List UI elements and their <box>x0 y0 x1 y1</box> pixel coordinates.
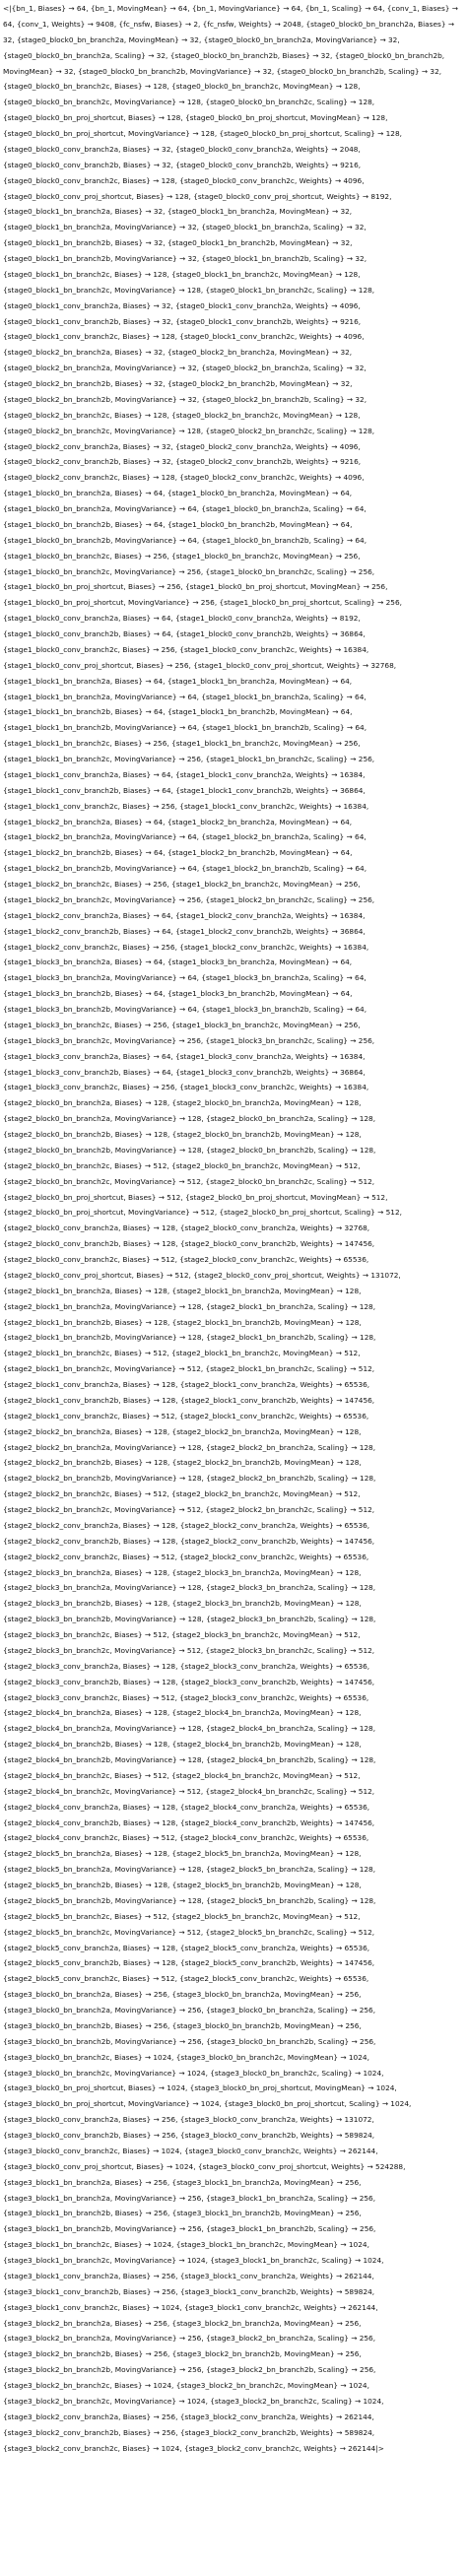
association-output-text: <|{bn_1, Biases} → 64, {bn_1, MovingMean} → 64, {bn_1, MovingVariance} → 64, {bn_1, Scaling} → 64, {conv_1, Biases} → 64, {conv_1, Weights} → 9408, {fc_nsfw, Biases} → 2, {fc_nsfw, Weights} → 2048, {stage0_block0_bn_branch2a, Biases} → 32, {stage0_block0_bn_branch2a, MovingMean} → 32, {stage0_block0_bn_branch2a, MovingVariance} → 32, {stage0_block0_bn_branch2a, Scaling} → 32, {stage0_block0_bn_branch2b, Biases} → 32, {stage0_block0_bn_branch2b, MovingMean} → 32, {stage0_block0_bn_branch2b, MovingVariance} → 32, {stage0_block0_bn_branch2b, Scaling} → 32, {stage0_block0_bn_branch2c, Biases} → 128, {stage0_block0_bn_branch2c, MovingMean} → 128, {stage0_block0_bn_branch2c, MovingVariance} → 128, {stage0_block0_bn_branch2c, Scaling} → 128, {stage0_block0_bn_proj_shortcut, Biases} → 128, {stage0_block0_bn_proj_shortcut, MovingMean} → 128, {stage0_block0_bn_proj_shortcut, MovingVariance} → 128, {stage0_block0_bn_proj_shortcut, Scaling} → 128, {stage0_block0_conv_branch2a, Biases} → 32, {stage0_block0_conv_branch2a, Weights} → 2048, {stage0_block0_conv_branch2b, Biases} → 32, {stage0_block0_conv_branch2b, Weights} → 9216, {stage0_block0_conv_branch2c, Biases} → 128, {stage0_block0_conv_branch2c, Weights} → 4096, {stage0_block0_conv_proj_shortcut, Biases} → 128, {stage0_block0_conv_proj_shortcut, Weights} → 8192, {stage0_block1_bn_branch2a, Biases} → 32, {stage0_block1_bn_branch2a, MovingMean} → 32, {stage0_block1_bn_branch2a, MovingVariance} → 32, {stage0_block1_bn_branch2a, Scaling} → 32, {stage0_block1_bn_branch2b, Biases} → 32, {stage0_block1_bn_branch2b, MovingMean} → 32, {stage0_block1_bn_branch2b, MovingVariance} → 32, {stage0_block1_bn_branch2b, Scaling} → 32, {stage0_block1_bn_branch2c, Biases} → 128, {stage0_block1_bn_branch2c, MovingMean} → 128, {stage0_block1_bn_branch2c, MovingVariance} → 128, {stage0_block1_bn_branch2c, Scaling} → 128, {stage0_block1_conv_branch2a, Biases} → 32, {stage0_block1_conv_branch2a, Weights} → 4096, {stage0_block1_conv_branch2b, Biases} → 32, {stage0_block1_conv_branch2b, Weights} → 9216, {stage0_block1_conv_branch2c, Biases} → 128, {stage0_block1_conv_branch2c, Weights} → 4096, {stage0_block2_bn_branch2a, Biases} → 32, {stage0_block2_bn_branch2a, MovingMean} → 32, {stage0_block2_bn_branch2a, MovingVariance} → 32, {stage0_block2_bn_branch2a, Scaling} → 32, {stage0_block2_bn_branch2b, Biases} → 32, {stage0_block2_bn_branch2b, MovingMean} → 32, {stage0_block2_bn_branch2b, MovingVariance} → 32, {stage0_block2_bn_branch2b, Scaling} → 32, {stage0_block2_bn_branch2c, Biases} → 128, {stage0_block2_bn_branch2c, MovingMean} → 128, {stage0_block2_bn_branch2c, MovingVariance} → 128, {stage0_block2_bn_branch2c, Scaling} → 128, {stage0_block2_conv_branch2a, Biases} → 32, {stage0_block2_conv_branch2a, Weights} → 4096, {stage0_block2_conv_branch2b, Biases} → 32, {stage0_block2_conv_branch2b, Weights} → 9216, {stage0_block2_conv_branch2c, Biases} → 128, {stage0_block2_conv_branch2c, Weights} → 4096, {stage1_block0_bn_branch2a, Biases} → 64, {stage1_block0_bn_branch2a, MovingMean} → 64, {stage1_block0_bn_branch2a, MovingVariance} → 64, {stage1_block0_bn_branch2a, Scaling} → 64, {stage1_block0_bn_branch2b, Biases} → 64, {stage1_block0_bn_branch2b, MovingMean} → 64, {stage1_block0_bn_branch2b, MovingVariance} → 64, {stage1_block0_bn_branch2b, Scaling} → 64, {stage1_block0_bn_branch2c, Biases} → 256, {stage1_block0_bn_branch2c, MovingMean} → 256, {stage1_block0_bn_branch2c, MovingVariance} → 256, {stage1_block0_bn_branch2c, Scaling} → 256, {stage1_block0_bn_proj_shortcut, Biases} → 256, {stage1_block0_bn_proj_shortcut, MovingMean} → 256, {stage1_block0_bn_proj_shortcut, MovingVariance} → 256, {stage1_block0_bn_proj_shortcut, Scaling} → 256, {stage1_block0_conv_branch2a, Biases} → 64, {stage1_block0_conv_branch2a, Weights} → 8192, {stage1_block0_conv_branch2b, Biases} → 64, {stage1_block0_conv_branch2b, Weights} → 36864, {stage1_block0_conv_branch2c, Biases} → 256, {stage1_block0_conv_branch2c, Weights} → 16384, {stage1_block0_conv_proj_shortcut, Biases} → 256, {stage1_block0_conv_proj_shortcut, Weights} → 32768, {stage1_block1_bn_branch2a, Biases} → 64, {stage1_block1_bn_branch2a, MovingMean} → 64, {stage1_block1_bn_branch2a, MovingVariance} → 64, {stage1_block1_bn_branch2a, Scaling} → 64, {stage1_block1_bn_branch2b, Biases} → 64, {stage1_block1_bn_branch2b, MovingMean} → 64, {stage1_block1_bn_branch2b, MovingVariance} → 64, {stage1_block1_bn_branch2b, Scaling} → 64, {stage1_block1_bn_branch2c, Biases} → 256, {stage1_block1_bn_branch2c, MovingMean} → 256, {stage1_block1_bn_branch2c, MovingVariance} → 256, {stage1_block1_bn_branch2c, Scaling} → 256, {stage1_block1_conv_branch2a, Biases} → 64, {stage1_block1_conv_branch2a, Weights} → 16384, {stage1_block1_conv_branch2b, Biases} → 64, {stage1_block1_conv_branch2b, Weights} → 36864, {stage1_block1_conv_branch2c, Biases} → 256, {stage1_block1_conv_branch2c, Weights} → 16384, {stage1_block2_bn_branch2a, Biases} → 64, {stage1_block2_bn_branch2a, MovingMean} → 64, {stage1_block2_bn_branch2a, MovingVariance} → 64, {stage1_block2_bn_branch2a, Scaling} → 64, {stage1_block2_bn_branch2b, Biases} → 64, {stage1_block2_bn_branch2b, MovingMean} → 64, {stage1_block2_bn_branch2b, MovingVariance} → 64, {stage1_block2_bn_branch2b, Scaling} → 64, {stage1_block2_bn_branch2c, Biases} → 256, {stage1_block2_bn_branch2c, MovingMean} → 256, {stage1_block2_bn_branch2c, MovingVariance} → 256, {stage1_block2_bn_branch2c, Scaling} → 256, {stage1_block2_conv_branch2a, Biases} → 64, {stage1_block2_conv_branch2a, Weights} → 16384, {stage1_block2_conv_branch2b, Biases} → 64, {stage1_block2_conv_branch2b, Weights} → 36864, {stage1_block2_conv_branch2c, Biases} → 256, {stage1_block2_conv_branch2c, Weights} → 16384, {stage1_block3_bn_branch2a, Biases} → 64, {stage1_block3_bn_branch2a, MovingMean} → 64, {stage1_block3_bn_branch2a, MovingVariance} → 64, {stage1_block3_bn_branch2a, Scaling} → 64, {stage1_block3_bn_branch2b, Biases} → 64, {stage1_block3_bn_branch2b, MovingMean} → 64, {stage1_block3_bn_branch2b, MovingVariance} → 64, {stage1_block3_bn_branch2b, Scaling} → 64, {stage1_block3_bn_branch2c, Biases} → 256, {stage1_block3_bn_branch2c, MovingMean} → 256, {stage1_block3_bn_branch2c, MovingVariance} → 256, {stage1_block3_bn_branch2c, Scaling} → 256, {stage1_block3_conv_branch2a, Biases} → 64, {stage1_block3_conv_branch2a, Weights} → 16384, {stage1_block3_conv_branch2b, Biases} → 64, {stage1_block3_conv_branch2b, Weights} → 36864, {stage1_block3_conv_branch2c, Biases} → 256, {stage1_block3_conv_branch2c, Weights} → 16384, {stage2_block0_bn_branch2a, Biases} → 128, {stage2_block0_bn_branch2a, MovingMean} → 128, {stage2_block0_bn_branch2a, MovingVariance} → 128, {stage2_block0_bn_branch2a, Scaling} → 128, {stage2_block0_bn_branch2b, Biases} → 128, {stage2_block0_bn_branch2b, MovingMean} → 128, {stage2_block0_bn_branch2b, MovingVariance} → 128, {stage2_block0_bn_branch2b, Scaling} → 128, {stage2_block0_bn_branch2c, Biases} → 512, {stage2_block0_bn_branch2c, MovingMean} → 512, {stage2_block0_bn_branch2c, MovingVariance} → 512, {stage2_block0_bn_branch2c, Scaling} → 512, {stage2_block0_bn_proj_shortcut, Biases} → 512, {stage2_block0_bn_proj_shortcut, MovingMean} → 512, {stage2_block0_bn_proj_shortcut, MovingVariance} → 512, {stage2_block0_bn_proj_shortcut, Scaling} → 512, {stage2_block0_conv_branch2a, Biases} → 128, {stage2_block0_conv_branch2a, Weights} → 32768, {stage2_block0_conv_branch2b, Biases} → 128, {stage2_block0_conv_branch2b, Weights} → 147456, {stage2_block0_conv_branch2c, Biases} → 512, {stage2_block0_conv_branch2c, Weights} → 65536, {stage2_block0_conv_proj_shortcut, Biases} → 512, {stage2_block0_conv_proj_shortcut, Weights} → 131072, {stage2_block1_bn_branch2a, Biases} → 128, {stage2_block1_bn_branch2a, MovingMean} → 128, {stage2_block1_bn_branch2a, MovingVariance} → 128, {stage2_block1_bn_branch2a, Scaling} → 128, {stage2_block1_bn_branch2b, Biases} → 128, {stage2_block1_bn_branch2b, MovingMean} → 128, {stage2_block1_bn_branch2b, MovingVariance} → 128, {stage2_block1_bn_branch2b, Scaling} → 128, {stage2_block1_bn_branch2c, Biases} → 512, {stage2_block1_bn_branch2c, MovingMean} → 512, {stage2_block1_bn_branch2c, MovingVariance} → 512, {stage2_block1_bn_branch2c, Scaling} → 512, {stage2_block1_conv_branch2a, Biases} → 128, {stage2_block1_conv_branch2a, Weights} → 65536, {stage2_block1_conv_branch2b, Biases} → 128, {stage2_block1_conv_branch2b, Weights} → 147456, {stage2_block1_conv_branch2c, Biases} → 512, {stage2_block1_conv_branch2c, Weights} → 65536, {stage2_block2_bn_branch2a, Biases} → 128, {stage2_block2_bn_branch2a, MovingMean} → 128, {stage2_block2_bn_branch2a, MovingVariance} → 128, {stage2_block2_bn_branch2a, Scaling} → 128, {stage2_block2_bn_branch2b, Biases} → 128, {stage2_block2_bn_branch2b, MovingMean} → 128, {stage2_block2_bn_branch2b, MovingVariance} → 128, {stage2_block2_bn_branch2b, Scaling} → 128, {stage2_block2_bn_branch2c, Biases} → 512, {stage2_block2_bn_branch2c, MovingMean} → 512, {stage2_block2_bn_branch2c, MovingVariance} → 512, {stage2_block2_bn_branch2c, Scaling} → 512, {stage2_block2_conv_branch2a, Biases} → 128, {stage2_block2_conv_branch2a, Weights} → 65536, {stage2_block2_conv_branch2b, Biases} → 128, {stage2_block2_conv_branch2b, Weights} → 147456, {stage2_block2_conv_branch2c, Biases} → 512, {stage2_block2_conv_branch2c, Weights} → 65536, {stage2_block3_bn_branch2a, Biases} → 128, {stage2_block3_bn_branch2a, MovingMean} → 128, {stage2_block3_bn_branch2a, MovingVariance} → 128, {stage2_block3_bn_branch2a, Scaling} → 128, {stage2_block3_bn_branch2b, Biases} → 128, {stage2_block3_bn_branch2b, MovingMean} → 128, {stage2_block3_bn_branch2b, MovingVariance} → 128, {stage2_block3_bn_branch2b, Scaling} → 128, {stage2_block3_bn_branch2c, Biases} → 512, {stage2_block3_bn_branch2c, MovingMean} → 512, {stage2_block3_bn_branch2c, MovingVariance} → 512, {stage2_block3_bn_branch2c, Scaling} → 512, {stage2_block3_conv_branch2a, Biases} → 128, {stage2_block3_conv_branch2a, Weights} → 65536, {stage2_block3_conv_branch2b, Biases} → 128, {stage2_block3_conv_branch2b, Weights} → 147456, {stage2_block3_conv_branch2c, Biases} → 512, {stage2_block3_conv_branch2c, Weights} → 65536, {stage2_block4_bn_branch2a, Biases} → 128, {stage2_block4_bn_branch2a, MovingMean} → 128, {stage2_block4_bn_branch2a, MovingVariance} → 128, {stage2_block4_bn_branch2a, Scaling} → 128, {stage2_block4_bn_branch2b, Biases} → 128, {stage2_block4_bn_branch2b, MovingMean} → 128, {stage2_block4_bn_branch2b, MovingVariance} → 128, {stage2_block4_bn_branch2b, Scaling} → 128, {stage2_block4_bn_branch2c, Biases} → 512, {stage2_block4_bn_branch2c, MovingMean} → 512, {stage2_block4_bn_branch2c, MovingVariance} → 512, {stage2_block4_bn_branch2c, Scaling} → 512, {stage2_block4_conv_branch2a, Biases} → 128, {stage2_block4_conv_branch2a, Weights} → 65536, {stage2_block4_conv_branch2b, Biases} → 128, {stage2_block4_conv_branch2b, Weights} → 147456, {stage2_block4_conv_branch2c, Biases} → 512, {stage2_block4_conv_branch2c, Weights} → 65536, {stage2_block5_bn_branch2a, Biases} → 128, {stage2_block5_bn_branch2a, MovingMean} → 128, {stage2_block5_bn_branch2a, MovingVariance} → 128, {stage2_block5_bn_branch2a, Scaling} → 128, {stage2_block5_bn_branch2b, Biases} → 128, {stage2_block5_bn_branch2b, MovingMean} → 128, {stage2_block5_bn_branch2b, MovingVariance} → 128, {stage2_block5_bn_branch2b, Scaling} → 128, {stage2_block5_bn_branch2c, Biases} → 512, {stage2_block5_bn_branch2c, MovingMean} → 512, {stage2_block5_bn_branch2c, MovingVariance} → 512, {stage2_block5_bn_branch2c, Scaling} → 512, {stage2_block5_conv_branch2a, Biases} → 128, {stage2_block5_conv_branch2a, Weights} → 65536, {stage2_block5_conv_branch2b, Biases} → 128, {stage2_block5_conv_branch2b, Weights} → 147456, {stage2_block5_conv_branch2c, Biases} → 512, {stage2_block5_conv_branch2c, Weights} → 65536, {stage3_block0_bn_branch2a, Biases} → 256, {stage3_block0_bn_branch2a, MovingMean} → 256, {stage3_block0_bn_branch2a, MovingVariance} → 256, {stage3_block0_bn_branch2a, Scaling} → 256, {stage3_block0_bn_branch2b, Biases} → 256, {stage3_block0_bn_branch2b, MovingMean} → 256, {stage3_block0_bn_branch2b, MovingVariance} → 256, {stage3_block0_bn_branch2b, Scaling} → 256, {stage3_block0_bn_branch2c, Biases} → 1024, {stage3_block0_bn_branch2c, MovingMean} → 1024, {stage3_block0_bn_branch2c, MovingVariance} → 1024, {stage3_block0_bn_branch2c, Scaling} → 1024, {stage3_block0_bn_proj_shortcut, Biases} → 1024, {stage3_block0_bn_proj_shortcut, MovingMean} → 1024, {stage3_block0_bn_proj_shortcut, MovingVariance} → 1024, {stage3_block0_bn_proj_shortcut, Scaling} → 1024, {stage3_block0_conv_branch2a, Biases} → 256, {stage3_block0_conv_branch2a, Weights} → 131072, {stage3_block0_conv_branch2b, Biases} → 256, {stage3_block0_conv_branch2b, Weights} → 589824, {stage3_block0_conv_branch2c, Biases} → 1024, {stage3_block0_conv_branch2c, Weights} → 262144, {stage3_block0_conv_proj_shortcut, Biases} → 1024, {stage3_block0_conv_proj_shortcut, Weights} → 524288, {stage3_block1_bn_branch2a, Biases} → 256, {stage3_block1_bn_branch2a, MovingMean} → 256, {stage3_block1_bn_branch2a, MovingVariance} → 256, {stage3_block1_bn_branch2a, Scaling} → 256, {stage3_block1_bn_branch2b, Biases} → 256, {stage3_block1_bn_branch2b, MovingMean} → 256, {stage3_block1_bn_branch2b, MovingVariance} → 256, {stage3_block1_bn_branch2b, Scaling} → 256, {stage3_block1_bn_branch2c, Biases} → 1024, {stage3_block1_bn_branch2c, MovingMean} → 1024, {stage3_block1_bn_branch2c, MovingVariance} → 1024, {stage3_block1_bn_branch2c, Scaling} → 1024, {stage3_block1_conv_branch2a, Biases} → 256, {stage3_block1_conv_branch2a, Weights} → 262144, {stage3_block1_conv_branch2b, Biases} → 256, {stage3_block1_conv_branch2b, Weights} → 589824, {stage3_block1_conv_branch2c, Biases} → 1024, {stage3_block1_conv_branch2c, Weights} → 262144, {stage3_block2_bn_branch2a, Biases} → 256, {stage3_block2_bn_branch2a, MovingMean} → 256, {stage3_block2_bn_branch2a, MovingVariance} → 256, {stage3_block2_bn_branch2a, Scaling} → 256, {stage3_block2_bn_branch2b, Biases} → 256, {stage3_block2_bn_branch2b, MovingMean} → 256, {stage3_block2_bn_branch2b, MovingVariance} → 256, {stage3_block2_bn_branch2b, Scaling} → 256, {stage3_block2_bn_branch2c, Biases} → 1024, {stage3_block2_bn_branch2c, MovingMean} → 1024, {stage3_block2_bn_branch2c, MovingVariance} → 1024, {stage3_block2_bn_branch2c, Scaling} → 1024, {stage3_block2_conv_branch2a, Biases} → 256, {stage3_block2_conv_branch2a, Weights} → 262144, {stage3_block2_conv_branch2b, Biases} → 256, {stage3_block2_conv_branch2b, Weights} → 589824, {stage3_block2_conv_branch2c, Biases} → 1024, {stage3_block2_conv_branch2c, Weights} → 262144|> <box>3 4 461 2453</box>
